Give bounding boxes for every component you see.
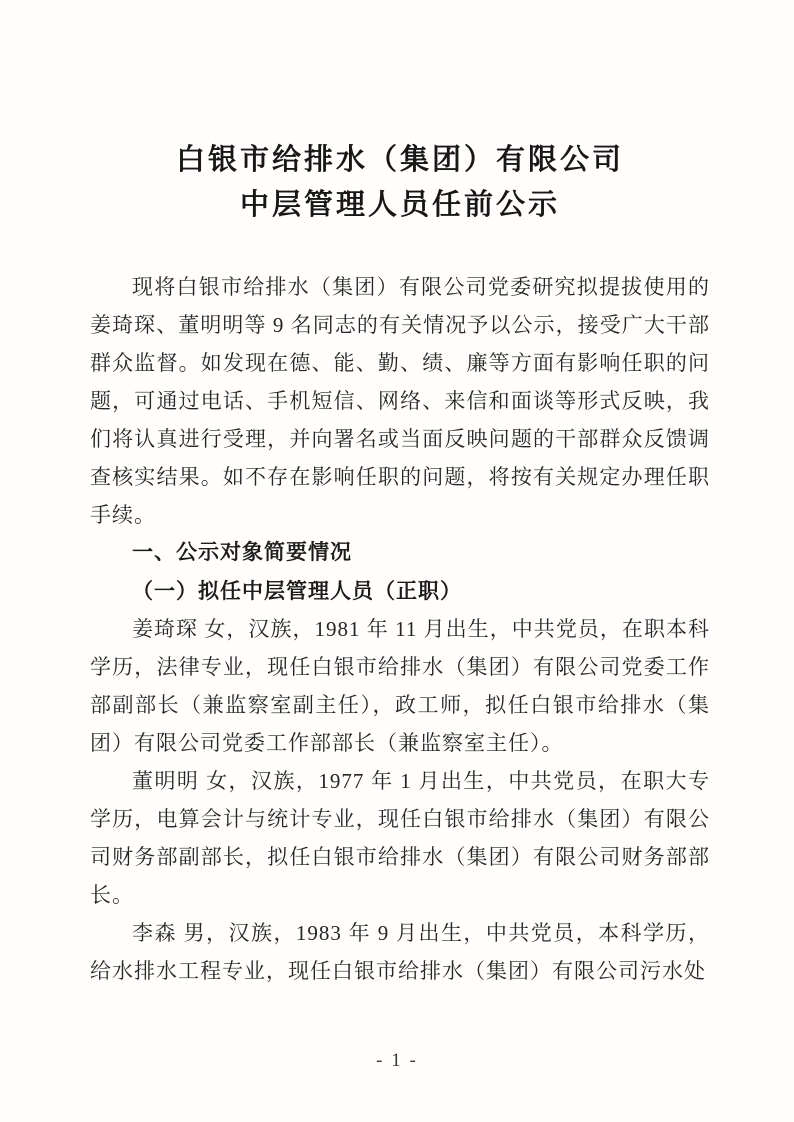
subsection-heading: （一）拟任中层管理人员（正职） (132, 579, 462, 603)
document-title-line2: 中层管理人员任前公示 (239, 189, 560, 221)
document-content (90, 138, 710, 990)
profile-paragraph-dongmingming: 董明明 女，汉族，1977 年 1 月出生，中共党员，在职大专学历，电算会计与统计专业，现任白银市给排水（集团）有限公司财务部副部长，拟任白银市给排水（集团）有限公司财务部部长。 (90, 769, 710, 907)
page-number: - 1 - (376, 1050, 418, 1071)
document-title (90, 138, 710, 228)
document-title-line1: 白银市给排水（集团）有限公司 (175, 144, 624, 176)
profile-paragraph-jiangqichen: 姜琦琛 女，汉族，1981 年 11 月出生，中共党员，在职本科学历，法律专业，现任白银市给排水（集团）有限公司党委工作部副部长（兼监察室副主任），政工师，拟任白银市给排水（集团）有限公司党委工作部部长（兼监察室主任）。 (90, 617, 710, 755)
profile-paragraph-lisen: 李森 男，汉族，1983 年 9 月出生，中共党员，本科学历，给水排水工程专业，现任白银市给排水（集团）有限公司污水处 (90, 921, 710, 983)
section-heading: 一、公示对象简要情况 (132, 541, 352, 564)
intro-paragraph: 现将白银市给排水（集团）有限公司党委研究拟提拔使用的姜琦琛、董明明等 9 名同志的有关情况予以公示，接受广大干部群众监督。如发现在德、能、勤、绩、廉等方面有影响任职的问题，可通过电话、手机短信、网络、来信和面谈等形式反映，我们将认真进行受理，并向署名或当面反映问题的干部群众反馈调查核实结果。如不存在影响任职的问题，将按有关规定办理任职手续。 (90, 275, 710, 527)
document-body (90, 268, 710, 990)
